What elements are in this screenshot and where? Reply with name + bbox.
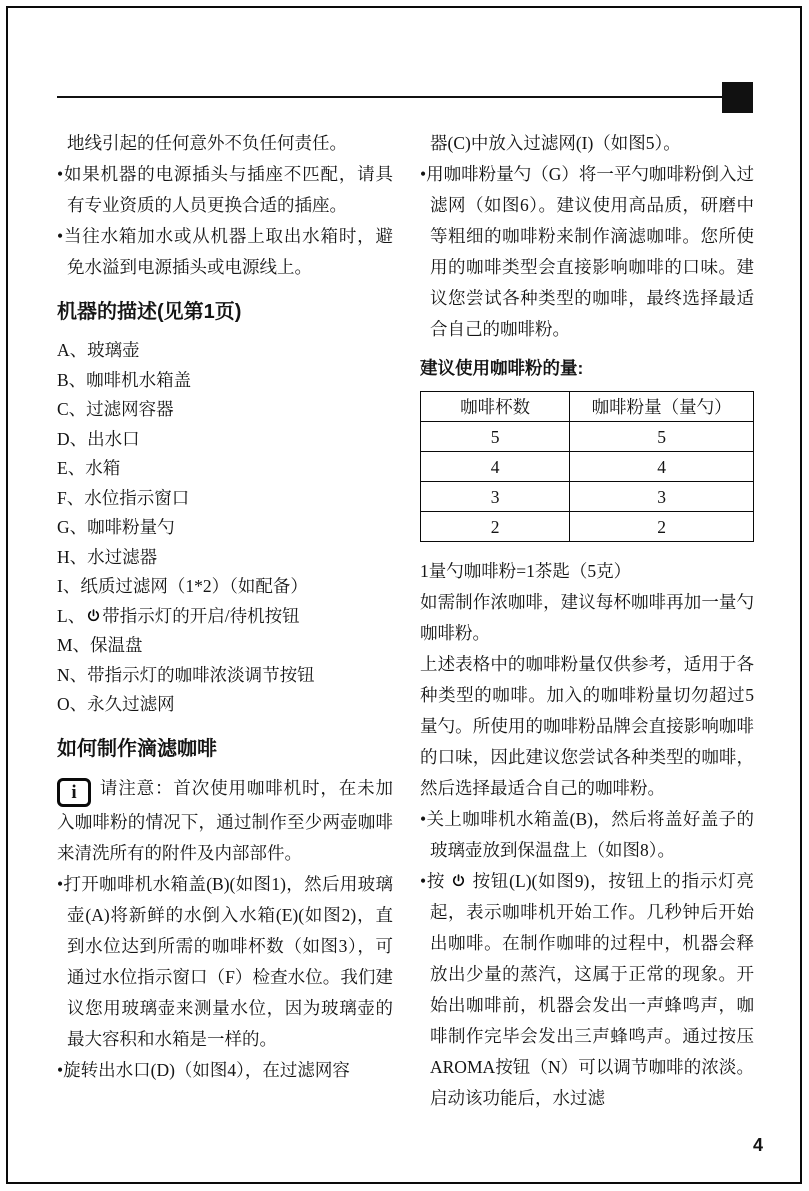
info-icon: i bbox=[57, 778, 91, 807]
table-header-cups: 咖啡杯数 bbox=[421, 392, 570, 422]
cell-scoops: 4 bbox=[570, 452, 754, 482]
parts-list-item: H、水过滤器 bbox=[57, 546, 158, 567]
dose-disclaimer: 上述表格中的咖啡粉量仅供参考，适用于各种类型的咖啡。加入的咖啡粉量切勿超过5量勺。所使用的咖啡粉品牌会直接影响咖啡的口味，因此建议您尝试各种类型的咖啡，然后选择最适合自己的咖啡粉。 bbox=[420, 654, 754, 798]
parts-list-item-power-button bbox=[57, 602, 393, 632]
dose-table-title: 建议使用咖啡粉的量: bbox=[420, 358, 584, 378]
cell-cups: 2 bbox=[421, 512, 570, 542]
header-rule bbox=[57, 96, 753, 98]
parts-list-item: A、玻璃壶 bbox=[57, 340, 140, 360]
left-column bbox=[57, 128, 393, 1086]
step-bullet: •打开咖啡机水箱盖(B)(如图1)，然后用玻璃壶(A)将新鲜的水倒入水箱(E)(如图2)，直到水位达到所需的咖啡杯数（如图3），可通过水位指示窗口（F）检查水位。我们建议您用玻璃壶来测量水位，因为玻璃壶的最大容积和水箱是一样的。 bbox=[57, 873, 393, 1049]
section-title-description: 机器的描述(见第1页) bbox=[57, 301, 242, 323]
cell-scoops: 2 bbox=[570, 512, 754, 542]
parts-list-item: M、保温盘 bbox=[57, 635, 143, 655]
dose-note: 1量勺咖啡粉=1茶匙（5克） bbox=[420, 561, 632, 581]
step-text-pre: •按 bbox=[420, 871, 451, 891]
step-bullet: •关上咖啡机水箱盖(B)，然后将盖好盖子的玻璃壶放到保温盘上（如图8）。 bbox=[420, 809, 754, 860]
note-text: 请注意：首次使用咖啡机时，在未加入咖啡粉的情况下，通过制作至少两壶咖啡来清洗所有的附件及内部部件。 bbox=[57, 777, 393, 863]
cell-scoops: 5 bbox=[570, 422, 754, 452]
parts-list-item: C、过滤网容器 bbox=[57, 399, 174, 419]
safety-bullet: •当往水箱加水或从机器上取出水箱时，避免水溢到电源插头或电源线上。 bbox=[57, 226, 393, 277]
table-header-scoops: 咖啡粉量（量勺） bbox=[570, 392, 754, 422]
page-number: 4 bbox=[752, 1135, 763, 1155]
parts-list-item: I、纸质过滤网（1*2）（如配备） bbox=[57, 576, 308, 596]
continued-paragraph: 地线引起的任何意外不负任何责任。 bbox=[67, 133, 347, 153]
coffee-dose-table bbox=[420, 391, 754, 542]
part-l-prefix: L、 bbox=[57, 605, 86, 626]
table-row bbox=[421, 482, 754, 512]
parts-list-item: E、水箱 bbox=[57, 458, 121, 478]
right-column bbox=[420, 128, 754, 1114]
parts-list-item: O、永久过滤网 bbox=[57, 694, 175, 714]
parts-list-item: N、带指示灯的咖啡浓淡调节按钮 bbox=[57, 664, 315, 685]
strong-coffee-note: 如需制作浓咖啡，建议每杯咖啡再加一量勺咖啡粉。 bbox=[420, 592, 754, 643]
power-icon bbox=[86, 608, 101, 624]
cell-cups: 4 bbox=[421, 452, 570, 482]
step-text-post: 按钮(L)(如图9)，按钮上的指示灯亮起，表示咖啡机开始工作。几秒钟后开始出咖啡。在制作咖啡的过程中，机器会释放出少量的蒸汽，这属于正常的现象。开始出咖啡前，机器会发出一声蜂鸣声，咖啡制作完毕会发出三声蜂鸣声。通过按压AROMA按钮（N）可以调节咖啡的浓淡。启动该功能后，水过滤 bbox=[430, 871, 754, 1108]
parts-list-item: D、出水口 bbox=[57, 428, 140, 449]
corner-marker-square bbox=[722, 82, 753, 113]
step-bullet: •旋转出水口(D)（如图4），在过滤网容 bbox=[57, 1059, 350, 1080]
section-title-how-to-brew: 如何制作滴滤咖啡 bbox=[57, 737, 217, 760]
note-paragraph bbox=[57, 773, 393, 869]
cell-scoops: 3 bbox=[570, 482, 754, 512]
power-icon bbox=[451, 873, 466, 889]
part-l-label: 带指示灯的开启/待机按钮 bbox=[102, 605, 300, 626]
parts-list-item: F、水位指示窗口 bbox=[57, 487, 190, 508]
parts-list-item: B、咖啡机水箱盖 bbox=[57, 369, 192, 390]
cell-cups: 3 bbox=[421, 482, 570, 512]
table-row bbox=[421, 512, 754, 542]
continued-paragraph: 器(C)中放入过滤网(I)（如图5）。 bbox=[430, 133, 681, 153]
step-bullet-power bbox=[420, 866, 754, 1114]
cell-cups: 5 bbox=[421, 422, 570, 452]
table-row bbox=[421, 452, 754, 482]
table-row bbox=[421, 422, 754, 452]
parts-list-item: G、咖啡粉量勺 bbox=[57, 517, 175, 537]
table-header-row bbox=[421, 392, 754, 422]
safety-bullet: •如果机器的电源插头与插座不匹配，请具有专业资质的人员更换合适的插座。 bbox=[57, 164, 393, 215]
step-bullet: •用咖啡粉量勺（G）将一平勺咖啡粉倒入过滤网（如图6）。建议使用高品质，研磨中等粗细的咖啡粉来制作滴滤咖啡。您所使用的咖啡类型会直接影响咖啡的口味。建议您尝试各种类型的咖啡，最终选择最适合自己的咖啡粉。 bbox=[420, 164, 754, 339]
